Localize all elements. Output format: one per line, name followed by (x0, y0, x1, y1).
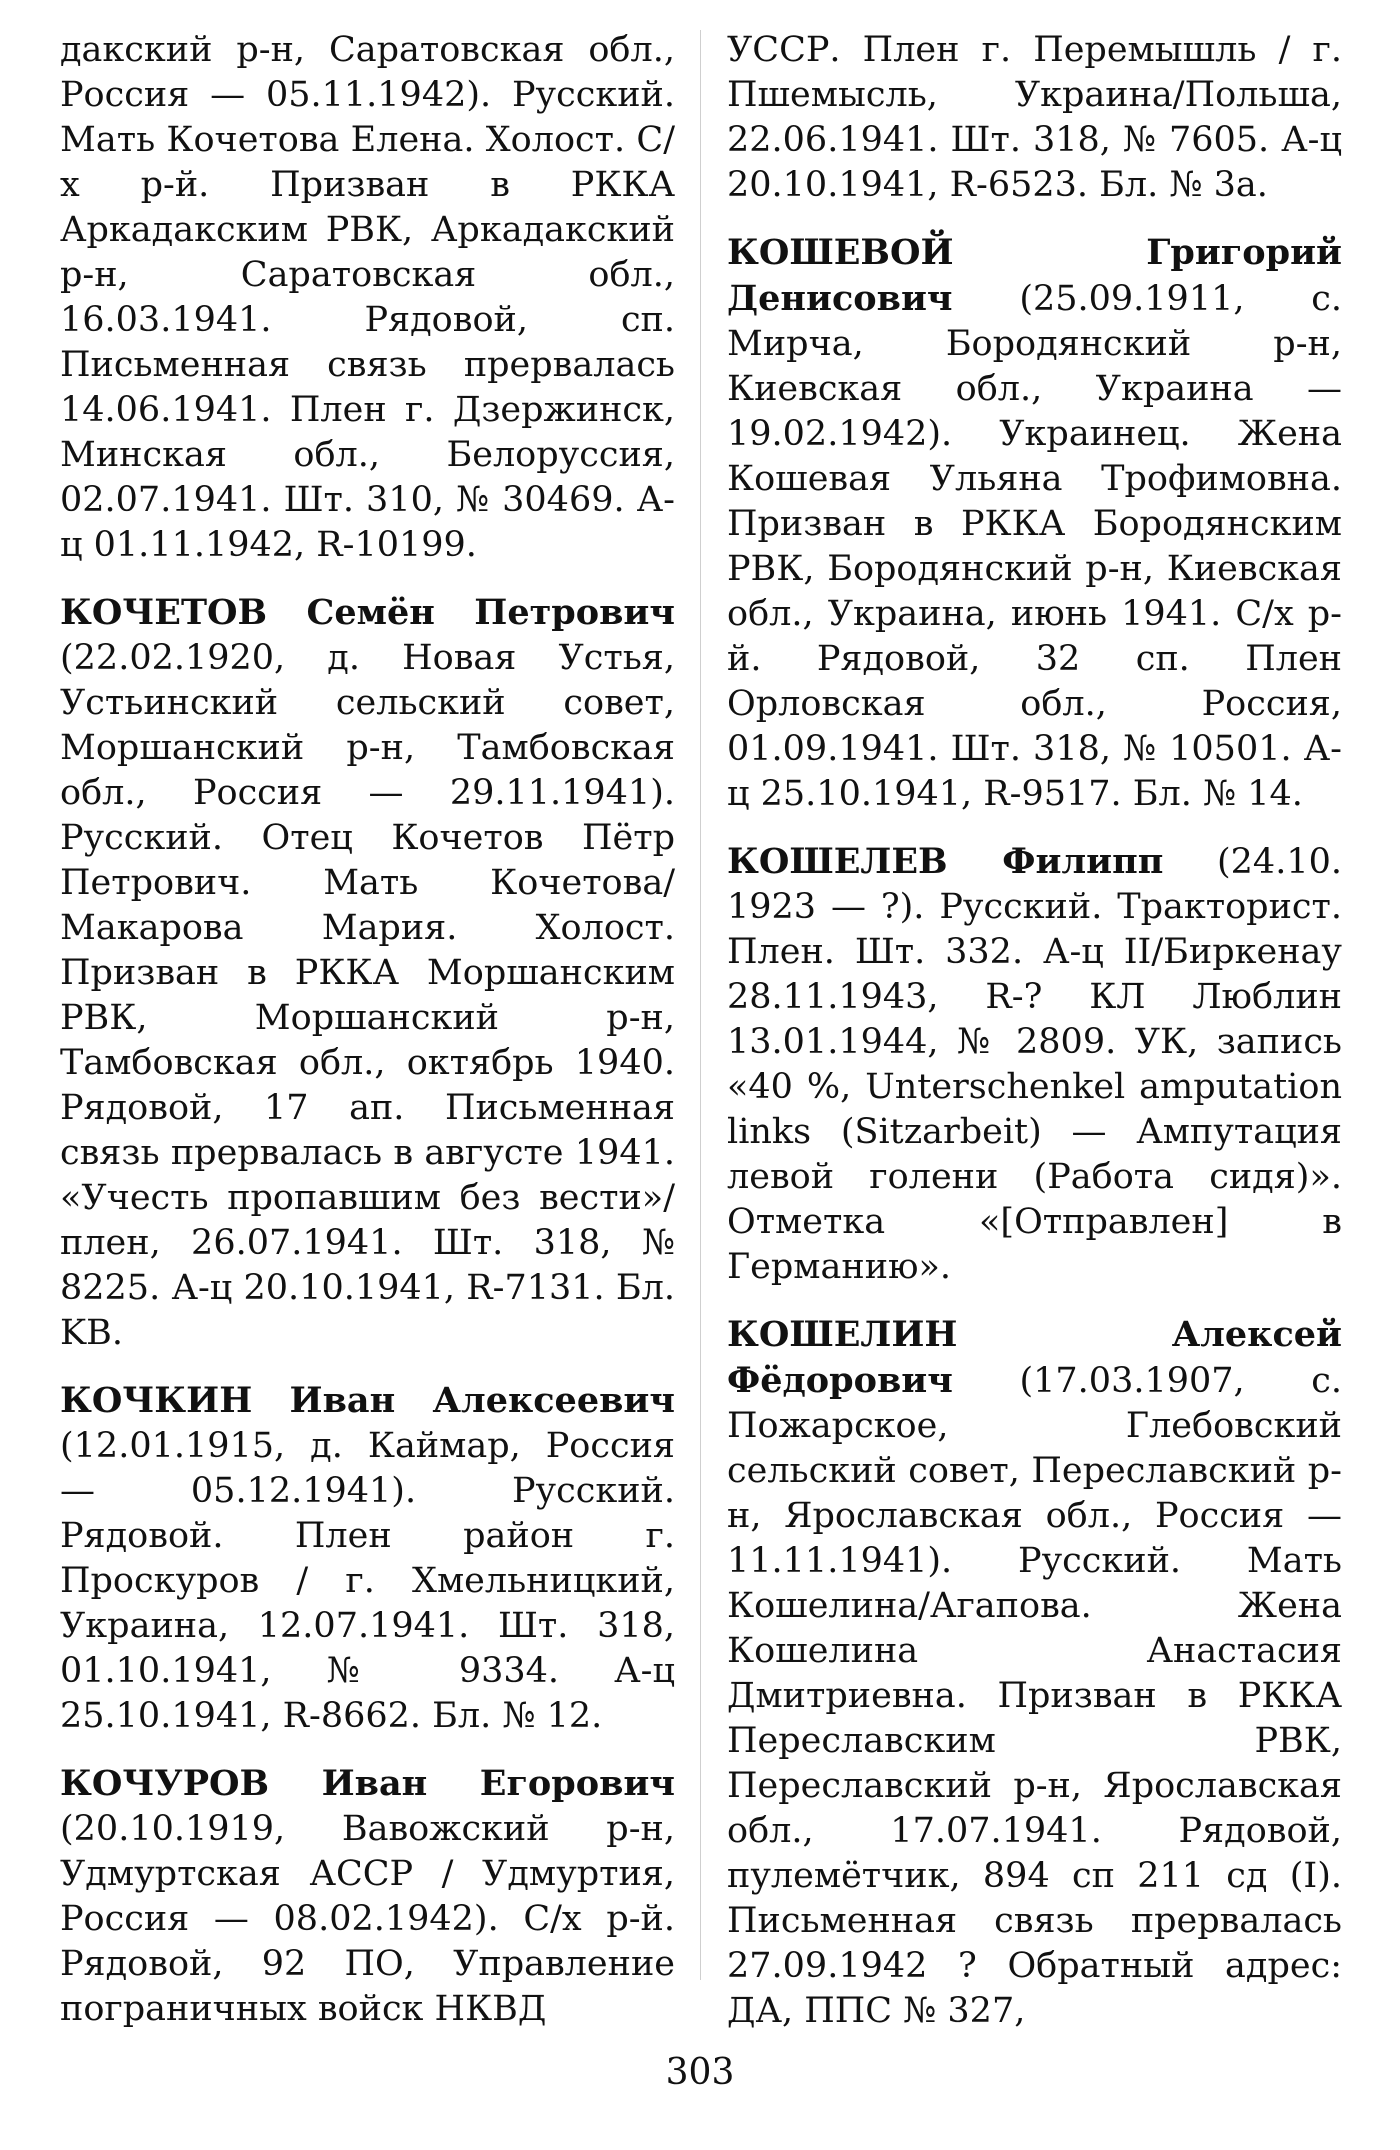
left-column (60, 28, 675, 2029)
entry-name: КОШЕЛИН Алексей Фёдорович (727, 1314, 1342, 1401)
entry-text: УССР. Плен г. Перемышль / г. Пшемысль, Украина/Польша, 22.06.1941. Шт. 318, № 7605. А-ц 20.10.1941, R-6523. Бл. № 3а. (727, 30, 1342, 205)
entry-kochetov (60, 590, 675, 1356)
entry-continuation (727, 28, 1342, 208)
entry-continuation (60, 28, 675, 568)
entry-name: КОЧКИН Иван Алексеевич (60, 1380, 675, 1421)
entry-text: (20.10.1919, Вавожский р-н, Удмуртская АССР / Удмуртия, Россия — 08.02.1942). С/х р-й. Рядовой, 92 ПО, Управление пограничных войск НКВД (60, 1809, 675, 2029)
column-gutter (700, 30, 701, 1980)
entry-name: КОЧЕТОВ Семён Петрович (60, 592, 675, 633)
right-column (727, 28, 1342, 2031)
entry-text: (12.01.1915, д. Каймар, Россия — 05.12.1941). Русский. Рядовой. Плен район г. Проскуров / г. Хмельницкий, Украина, 12.07.1941. Шт. 318, 01.10.1941, № 9334. А-ц 25.10.1941, R-8662. Бл. № 12. (60, 1426, 675, 1736)
entry-text: (25.09.1911, с. Мирча, Бородянский р-н, Киевская обл., Украина — 19.02.1942). Украинец. Жена Кошевая Ульяна Трофимовна. Призван в РККА Бородянским РВК, Бородянский р-н, Киевская обл., Украина, июнь 1941. С/х р-й. Рядовой, 32 сп. Плен Орловская обл., Россия, 01.09.1941. Шт. 318, № 10501. А-ц 25.10.1941, R-9517. Бл. № 14. (727, 279, 1342, 814)
entry-name: КОЧУРОВ Иван Егорович (60, 1763, 675, 1804)
entry-koshelin (727, 1312, 1342, 2034)
page-number: 303 (665, 2052, 735, 2093)
entry-name: КОШЕЛЕВ Филипп (727, 841, 1164, 882)
entry-text: (24.10. 1923 — ?). Русский. Тракторист. Плен. Шт. 332. А-ц II/Биркенау 28.11.1943, R-? КЛ Люблин 13.01.1944, № 2809. УК, запись «40 %, Unterschenkel amputation links (Sitzarbeit) — Ампутация левой голени (Работа сидя)». Отметка «[Отправлен] в Германию». (727, 842, 1342, 1287)
entry-koshevoy (727, 230, 1342, 817)
entry-name: КОШЕВОЙ Григорий Денисович (727, 232, 1342, 319)
entry-kochkin (60, 1378, 675, 1739)
entry-kochurov (60, 1761, 675, 2032)
entry-koshelev (727, 839, 1342, 1290)
entry-text: (22.02.1920, д. Новая Устья, Устьинский сельский совет, Моршанский р-н, Тамбовская обл., Россия — 29.11.1941). Русский. Отец Кочетов Пётр Петрович. Мать Кочетова/Макарова Мария. Холост. Призван в РККА Моршанским РВК, Моршанский р-н, Тамбовская обл., октябрь 1940. Рядовой, 17 ап. Письменная связь прервалась в августе 1941. «Учесть пропавшим без вести»/плен, 26.07.1941. Шт. 318, № 8225. А-ц 20.10.1941, R-7131. Бл. KB. (60, 638, 675, 1353)
entry-text: дакский р-н, Саратовская обл., Россия — 05.11.1942). Русский. Мать Кочетова Елена. Холост. С/х р-й. Призван в РККА Аркадакским РВК, Аркадакский р-н, Саратовская обл., 16.03.1941. Рядовой, сп. Письменная связь прервалась 14.06.1941. Плен г. Дзержинск, Минская обл., Белоруссия, 02.07.1941. Шт. 310, № 30469. А-ц 01.11.1942, R-10199. (60, 30, 675, 565)
entry-text: (17.03.1907, с. Пожарское, Глебовский сельский совет, Переславский р-н, Ярославская обл., Россия — 11.11.1941). Русский. Мать Кошелина/Агапова. Жена Кошелина Анастасия Дмитриевна. Призван в РККА Переславским РВК, Переславский р-н, Ярославская обл., 17.07.1941. Рядовой, пулемётчик, 894 сп 211 сд (I). Письменная связь прервалась 27.09.1942 ? Обратный адрес: ДА, ППС № 327, (727, 1361, 1342, 2031)
